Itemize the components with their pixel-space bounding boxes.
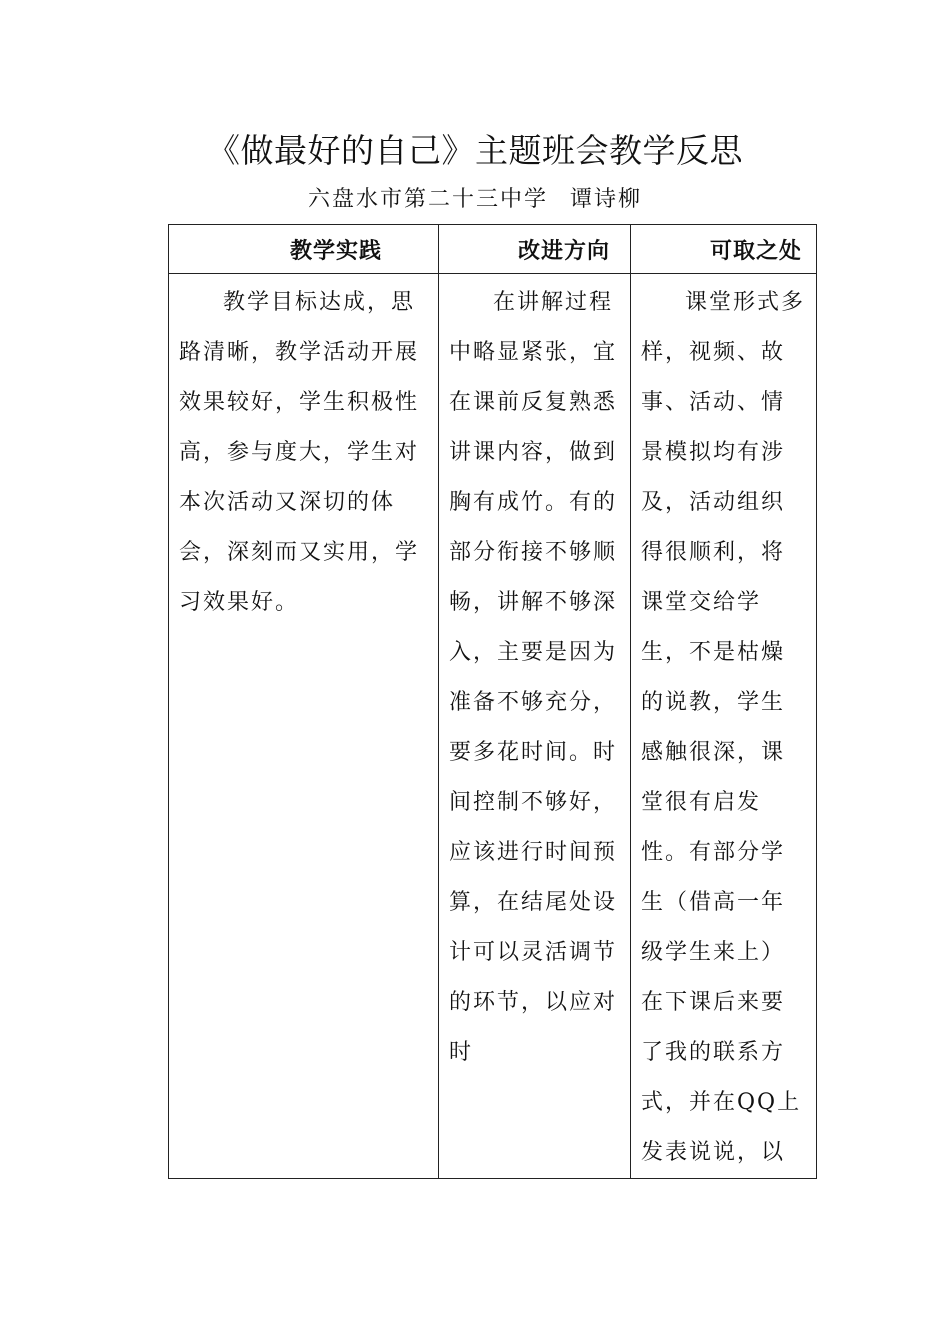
header-strengths: 可取之处 <box>631 225 817 274</box>
document-subtitle <box>0 184 950 216</box>
cell-teaching-practice: 教学目标达成，思路清晰，教学活动开展效果较好，学生积极性高，参与度大，学生对本次活动又深切的体会，深刻而又实用，学习效果好。 <box>169 274 439 1179</box>
table-row <box>169 274 817 1179</box>
cell-strengths: 课堂形式多样，视频、故事、活动、情景模拟均有涉及，活动组织得很顺利，将课堂交给学生，不是枯燥的说教，学生感触很深，课堂很有启发性。有部分学生（借高一年级学生来上）在下课后来要了我的联系方式，并在QQ上发表说说，以 <box>631 274 817 1179</box>
reflection-table <box>168 224 817 1179</box>
table-header-row <box>169 225 817 274</box>
author-name: 谭诗柳 <box>570 187 643 212</box>
document-title: 《做最好的自己》主题班会教学反思 <box>207 131 743 170</box>
cell-improvement-direction: 在讲解过程中略显紧张，宜在课前反复熟悉讲课内容，做到胸有成竹。有的部分衔接不够顺畅，讲解不够深入，主要是因为准备不够充分，要多花时间。时间控制不够好，应该进行时间预算，在结尾处设计可以灵活调节的环节，以应对时 <box>439 274 631 1179</box>
header-teaching-practice: 教学实践 <box>169 225 439 274</box>
header-improvement-direction: 改进方向 <box>439 225 631 274</box>
school-name: 六盘水市第二十三中学 <box>307 187 548 212</box>
